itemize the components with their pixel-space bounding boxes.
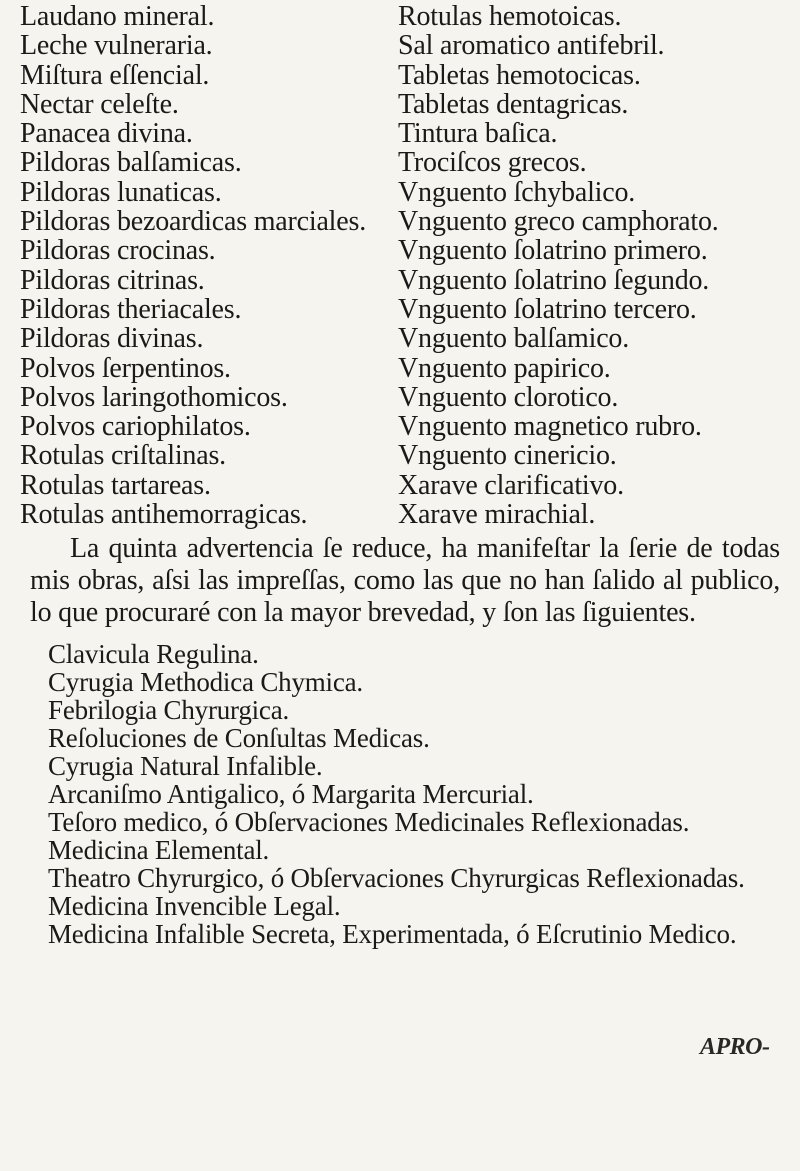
list-item: Rotulas hemotoicas. <box>398 1 622 32</box>
list-item: Sal aromatico antifebril. <box>398 30 665 62</box>
list-item: Polvos cariophilatos. <box>20 411 251 443</box>
list-item: Pildoras crocinas. <box>20 235 216 267</box>
remedy-list-left <box>20 2 366 529</box>
list-item: Polvos laringothomicos. <box>20 381 288 413</box>
list-item: Pildoras lunaticas. <box>20 176 222 208</box>
list-item: Vnguento papirico. <box>398 352 611 384</box>
list-item: Xarave clarificativo. <box>398 469 624 501</box>
list-item: Vnguento cinericio. <box>398 440 617 472</box>
list-item: Pildoras balſamicas. <box>20 147 242 179</box>
list-item: Clavicula Regulina. <box>48 639 259 669</box>
list-item: Reſoluciones de Conſultas Medicas. <box>48 723 430 753</box>
list-item: Polvos ſerpentinos. <box>20 352 231 384</box>
list-item: Febrilogia Chyrurgica. <box>48 695 290 725</box>
list-item: Xarave mirachial. <box>398 499 596 531</box>
list-item: Leche vulneraria. <box>20 30 213 62</box>
list-item: Vnguento ſolatrino ſegundo. <box>398 264 710 296</box>
list-item: Rotulas criſtalinas. <box>20 440 226 472</box>
list-item: Vnguento ſolatrino primero. <box>398 235 708 267</box>
list-item: Tintura baſica. <box>398 118 558 150</box>
list-item: Rotulas tartareas. <box>20 469 211 501</box>
fifth-advertencia-paragraph: La quinta advertencia ſe reduce, ha manifeſtar la ſerie de todas mis obras, aſsi las impreſſas, como las que no han ſalido al publico, lo que procuraré con la mayor brevedad, y ſon las ſiguientes. <box>30 533 780 628</box>
list-item: Teſoro medico, ó Obſervaciones Medicinales Reflexionadas. <box>48 807 690 837</box>
list-item: Miſtura eſſencial. <box>20 59 210 91</box>
list-item: Cyrugia Natural Infalible. <box>48 751 323 781</box>
list-item: Vnguento balſamico. <box>398 323 630 355</box>
list-item: Vnguento ſolatrino tercero. <box>398 293 697 325</box>
list-item: Pildoras theriacales. <box>20 293 242 325</box>
list-item: Pildoras bezoardicas marciales. <box>20 206 366 238</box>
list-item: Vnguento greco camphorato. <box>398 206 719 238</box>
list-item: Tabletas hemotocicas. <box>398 59 641 91</box>
list-item: Pildoras divinas. <box>20 323 204 355</box>
list-item: Tabletas dentagricas. <box>398 88 629 120</box>
catchword: APRO- <box>700 1034 770 1060</box>
works-list <box>48 640 745 948</box>
list-item: Nectar celeſte. <box>20 88 179 120</box>
list-item: Theatro Chyrurgico, ó Obſervaciones Chyrurgicas Reflexionadas. <box>48 863 745 893</box>
list-item: Medicina Infalible Secreta, Experimentada, ó Eſcrutinio Medico. <box>48 919 737 949</box>
list-item: Vnguento ſchybalico. <box>398 176 636 208</box>
list-item: Panacea divina. <box>20 118 193 150</box>
list-item: Cyrugia Methodica Chymica. <box>48 667 363 697</box>
remedy-list-right <box>398 2 719 529</box>
list-item: Arcaniſmo Antigalico, ó Margarita Mercurial. <box>48 779 534 809</box>
list-item: Pildoras citrinas. <box>20 264 205 296</box>
list-item: Laudano mineral. <box>20 1 215 32</box>
list-item: Vnguento magnetico rubro. <box>398 411 702 443</box>
list-item: Medicina Elemental. <box>48 835 270 865</box>
list-item: Rotulas antihemorragicas. <box>20 499 308 531</box>
list-item: Trociſcos grecos. <box>398 147 587 179</box>
list-item: Vnguento clorotico. <box>398 381 619 413</box>
list-item: Medicina Invencible Legal. <box>48 891 341 921</box>
